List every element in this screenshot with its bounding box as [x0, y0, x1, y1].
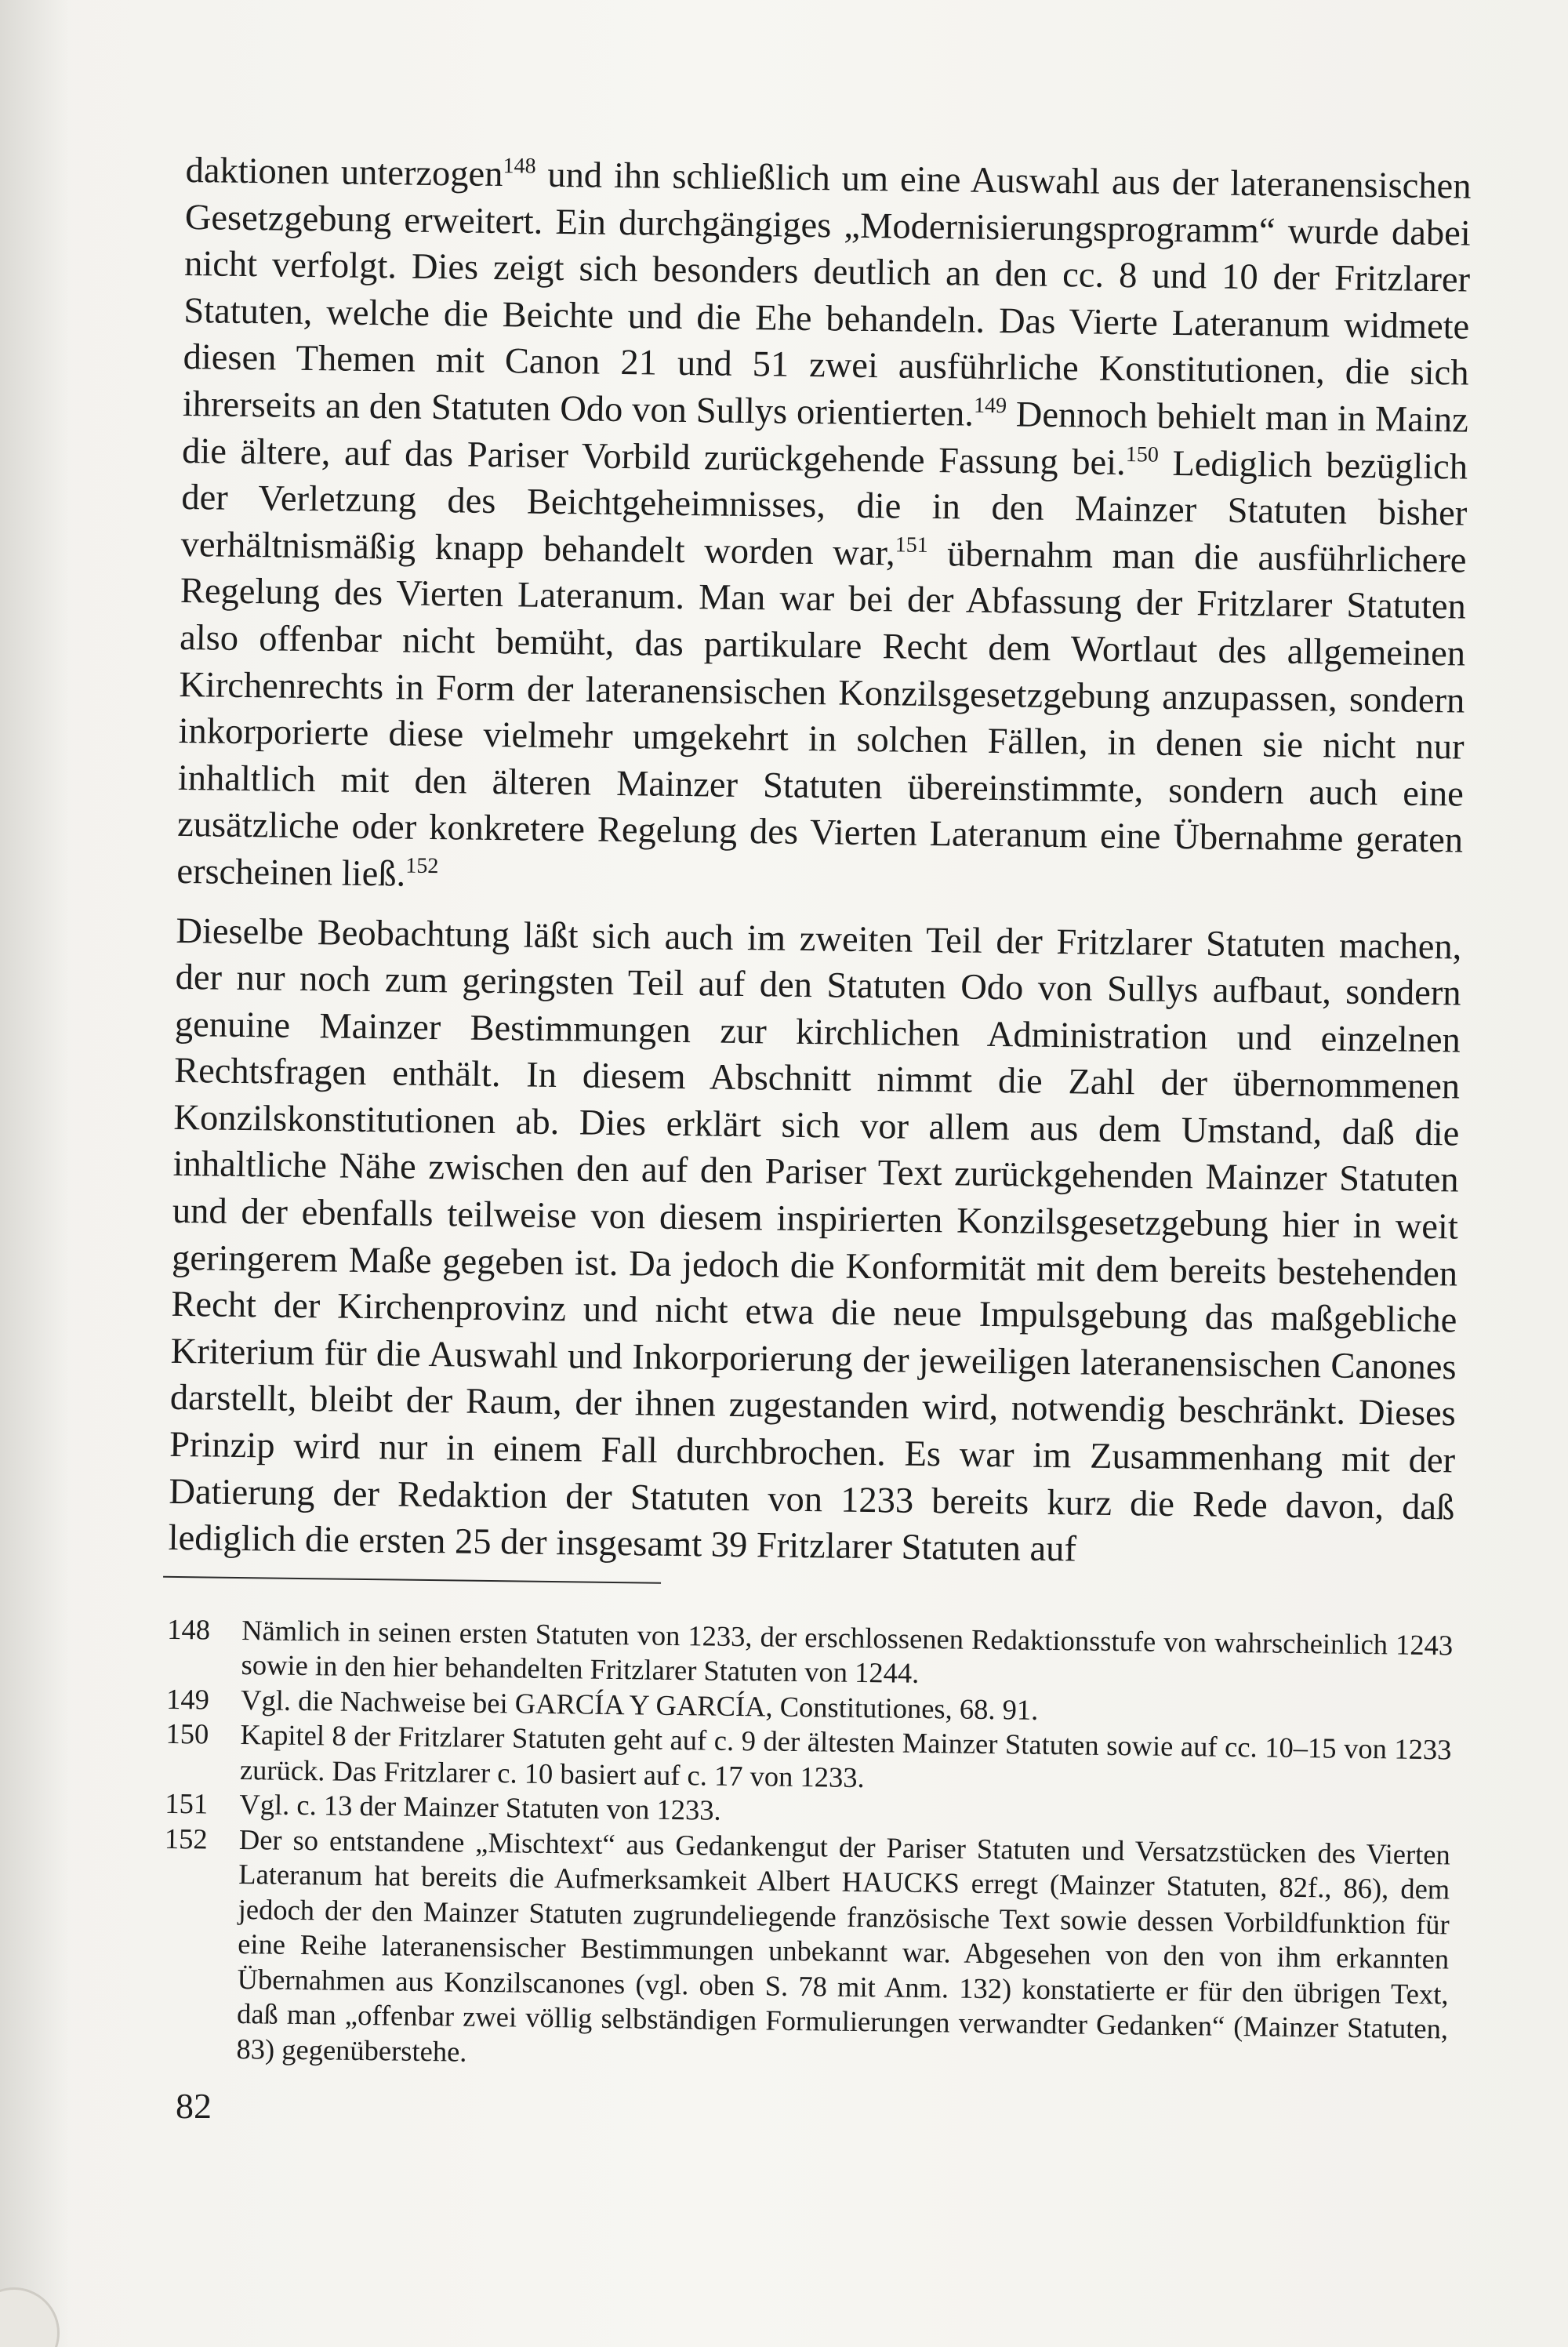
text-segment: Dennoch behielt man in Mainz die ältere, auf das Pariser Vorbild zurückgehende Fassung bei.: [181, 394, 1469, 483]
footnote-separator: [163, 1576, 661, 1584]
page-number: 82: [176, 2086, 212, 2126]
paragraph-1: [176, 147, 1472, 911]
footnote-number: 148: [167, 1612, 211, 1646]
footnote-text: Nämlich in seinen ersten Statuten von 1233, der erschlossenen Redaktionsstufe von wahrscheinlich 1243 sowie in den hier behandelten Fritzlarer Statuten von 1244.: [241, 1613, 1454, 1690]
paragraph-2: [168, 907, 1461, 1578]
text-segment: übernahm man die ausführlichere Regelung des Vierten Lateranum. Man war bei der Abfassung der Fritzlarer Statuten also offenbar nicht bemüht, das partikulare Recht dem Wortlaut des allgemeinen Kirchenrechts in Form der lateranensischen Konzilsgesetzgebung anzupassen, sondern inkorporierte diese vielmehr umgekehrt in solchen Fällen, in denen sie nicht nur inhaltlich mit den älteren Mainzer Statuten übereinstimmte, sondern auch eine zusätzliche oder konkretere Regelung des Vierten Lateranum eine Übernahme geraten erscheinen ließ.: [176, 533, 1467, 895]
body-text: [168, 147, 1472, 1578]
footnote-text: Kapitel 8 der Fritzlarer Statuten geht auf c. 9 der ältesten Mainzer Statuten sowie auf cc. 10–15 von 1233 zurück. Das Fritzlarer c. 10 basiert auf c. 17 von 1233.: [239, 1718, 1452, 1793]
footnote-number: 150: [165, 1717, 209, 1750]
footnote-ref-151[interactable]: 151: [895, 532, 928, 558]
footnote-number: 152: [164, 1822, 208, 1855]
text-segment: Lediglich bezüglich der Verletzung des Beichtgeheimnisses, die in den Mainzer Statuten bisher verhältnismäßig knapp behandelt worden war,: [180, 443, 1468, 574]
footnote-text: Vgl. die Nachweise bei GARCÍA Y GARCÍA, Constitutiones, 68. 91.: [240, 1683, 1039, 1726]
footnotes: [162, 1612, 1453, 2082]
footnote-ref-149[interactable]: 149: [973, 393, 1007, 419]
text-segment: daktionen unterzogen: [185, 150, 503, 195]
footnote-number: 151: [165, 1787, 209, 1820]
text-segment: und ihn schließlich um eine Auswahl aus der lateranensischen Gesetzgebung erweitert. Ein durchgängiges „Modernisierungsprogramm“ wurde dabei nicht verfolgt. Dies zeigt sich besonders deutlich an den cc. 8 und 10 der Fritzlarer Statuten, welche die Beichte und die Ehe behandeln. Das Vierte Lateranum widmete diesen Themen mit Canon 21 und 51 zwei ausführliche Konstitutionen, die sich ihrerseits an den Statuten Odo von Sullys orientierten.: [182, 154, 1472, 434]
footnote-text: Vgl. c. 13 der Mainzer Statuten von 1233.: [239, 1788, 721, 1827]
footnote-152: [162, 1822, 1450, 2082]
text-segment: Dieselbe Beobachtung läßt sich auch im zweiten Teil der Fritzlarer Statuten machen, der nur noch zum geringsten Teil auf den Statuten Odo von Sullys aufbaut, sondern genuine Mainzer Bestimmungen zur kirchlichen Administration und einzelnen Rechtsfragen enthält. In diesem Abschnitt nimmt die Zahl der übernommenen Konzilskonstitutionen ab. Dies erklärt sich vor allem aus dem Umstand, daß die inhaltliche Nähe zwischen den auf den Pariser Text zurückgehenden Mainzer Statuten und der ebenfalls teilweise von diesem inspirierten Konzilsgesetzgebung hier in weit geringerem Maße gegeben ist. Da jedoch die Konformität mit dem bereits bestehenden Recht der Kirchenprovinz und nicht etwa die neue Impulsgebung das maßgebliche Kriterium für die Auswahl und Inkorporierung der jeweiligen lateranensischen Canones darstellt, bleibt der Raum, der ihnen zugestanden wird, notwendig beschränkt. Dieses Prinzip wird nur in einem Fall durchbrochen. Es war im Zusammenhang mit der Datierung der Redaktion der Statuten von 1233 bereits kurz die Rede davon, daß lediglich die ersten 25 der insgesamt 39 Fritzlarer Statuten auf: [168, 910, 1462, 1570]
footnote-number: 149: [165, 1682, 210, 1716]
footnote-ref-150[interactable]: 150: [1125, 441, 1160, 467]
page-content: [162, 147, 1472, 2082]
footnote-ref-152[interactable]: 152: [405, 853, 439, 879]
gutter-shadow: [0, 0, 71, 2347]
footnote-ref-148[interactable]: 148: [503, 154, 536, 179]
footnote-text: Der so entstandene „Mischtext“ aus Gedankengut der Pariser Statuten und Versatzstücken des Vierten Lateranum hat bereits die Aufmerksamkeit Albert HAUCKS erregt (Mainzer Statuten, 82f., 86), dem jedoch der den Mainzer Statuten zugrundeliegende französische Text sowie dessen Vorbildfunktion für eine Reihe lateranensischer Bestimmungen unbekannt war. Abgesehen von den von ihm erkannten Übernahmen aus Konzilscanones (vgl. oben S. 78 mit Anm. 132) konstatierte er für den übrigen Text, daß man „offenbar zwei völlig selbständigen Formulierungen verwandter Gedanken“ (Mainzer Statuten, 83) gegenüberstehe.: [236, 1822, 1451, 2068]
